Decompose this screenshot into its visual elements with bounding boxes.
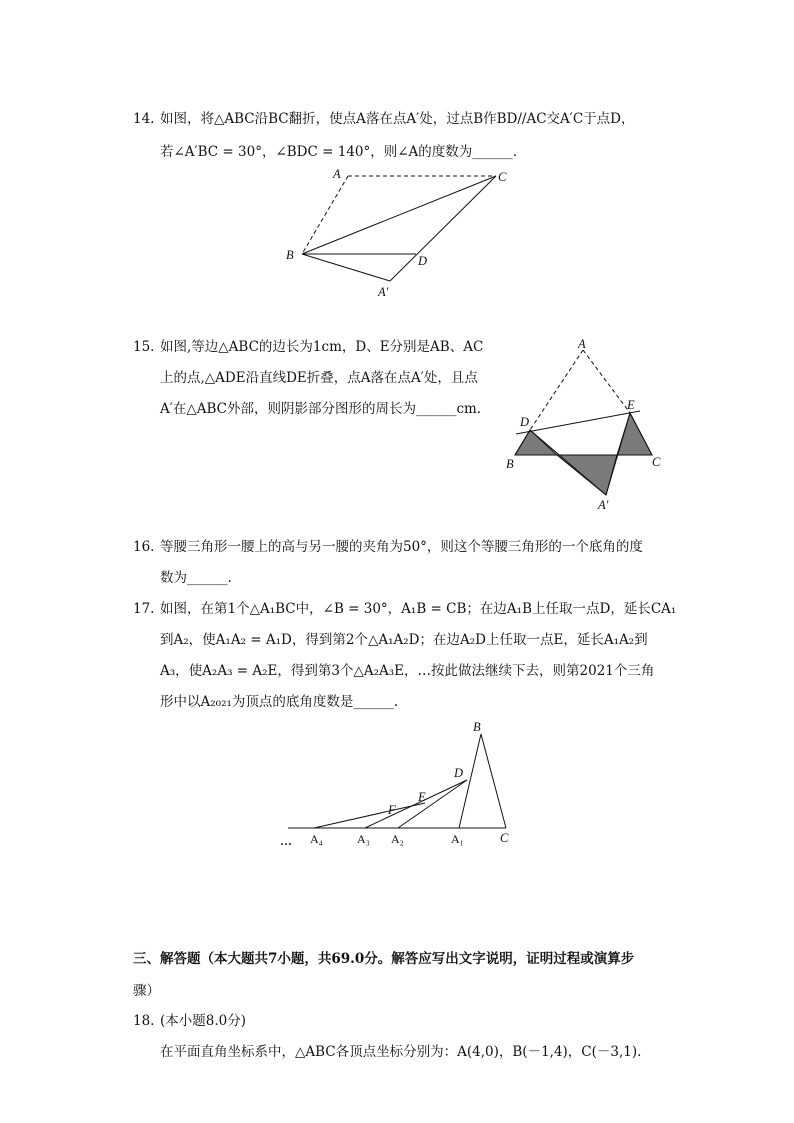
fig15-label-B: B [506,457,514,471]
fig14-label-A: A [333,167,341,181]
q16-line-1: 等腰三角形一腰上的高与另一腰的夹角为50°，则这个等腰三角形的一个底角的度 [160,539,643,555]
q17-number: 17. [133,601,155,617]
q18-line-1: 在平面直角坐标系中，△ABC各顶点坐标分别为：A(4,0)，B(－1,4)，C(－3,1). [160,1044,642,1060]
q15-line-2: 上的点,△ADE沿直线DE折叠，点A落在点A′处，且点 [160,370,478,386]
q17-line-4: 形中以A₂₀₂₁为顶点的底角度数是______. [160,694,399,710]
q16-number: 16. [133,539,155,555]
q17-line-3: A₃，使A₂A₃ = A₂E，得到第3个△A₂A₃E，…按此做法继续下去，则第2021个三角 [160,663,655,679]
q15-line-3: A′在△ABC外部，则阴影部分图形的周长为______cm. [160,401,482,417]
fig14-label-B: B [286,248,294,262]
fig17-line-BA1 [459,734,481,828]
q17-line-1: 如图，在第1个△A₁BC中，∠B = 30°，A₁B = CB；在边A₁B上任取一点D，延长CA₁ [160,601,677,617]
fig17-label-E: E [418,790,426,804]
fig14-line-BC [302,176,496,254]
q17-line-2: 到A₂，使A₁A₂ = A₁D，得到第2个△A₁A₂D；在边A₂D上任取一点E，延长A₁A₂到 [160,632,648,648]
fig14-label-C: C [498,170,507,184]
fig14-label-A-prime: A′ [378,285,389,299]
section-3-heading-line-2: 骤） [133,983,160,999]
fig17-label-ellipsis: … [280,834,292,848]
fig15-label-A-prime: A′ [598,498,609,512]
fig15-line-AD [530,350,583,430]
q14-line-1: 如图，将△ABC沿BC翻折，使点A落在点A′处，过点B作BD//AC交A′C于点D， [160,111,635,127]
fig15-shade-right [617,413,652,455]
fig15-line-AE [583,350,630,413]
figure-q15 [515,350,652,495]
fig17-line-DA2 [398,780,467,828]
fig15-label-A: A [578,337,586,351]
fig15-label-C: C [652,455,661,469]
fig17-label-C: C [500,831,509,845]
fig17-label-A3: A₃ [357,832,370,846]
figure-q14 [302,176,496,281]
fig17-label-A4: A₄ [310,832,323,846]
fig14-label-D: D [418,254,428,268]
fig15-label-D: D [520,415,530,429]
fig15-shade-left [515,430,557,455]
q14-number: 14. [133,111,155,127]
fig17-line-DA3 [365,780,467,828]
section-3-heading-line-1: 三、解答题（本大题共7小题，共69.0分。解答应写出文字说明，证明过程或演算步 [133,951,635,967]
fig17-label-A2: A₂ [391,832,404,846]
fig14-line-BA2 [302,254,390,281]
q16-line-2: 数为______. [160,570,232,586]
fig14-line-A2C [390,176,496,281]
fig17-label-A1: A₁ [451,832,464,846]
fig17-label-B: B [473,720,481,734]
fig17-line-EA4 [314,803,425,828]
q15-line-1: 如图,等边△ABC的边长为1cm，D、E分别是AB、AC [160,339,484,355]
fig17-line-BC [481,734,506,828]
fig17-label-D: D [454,766,464,780]
fig15-label-E: E [627,398,635,412]
figure-q17 [288,734,506,828]
q14-line-2: 若∠A′BC = 30°，∠BDC = 140°，则∠A的度数为______. [160,144,518,160]
fig14-line-AB [302,176,348,254]
q15-number: 15. [133,339,155,355]
q18-number: 18. [133,1013,155,1029]
fig17-label-F: F [388,803,396,817]
q18-score: (本小题8.0分) [160,1013,247,1029]
